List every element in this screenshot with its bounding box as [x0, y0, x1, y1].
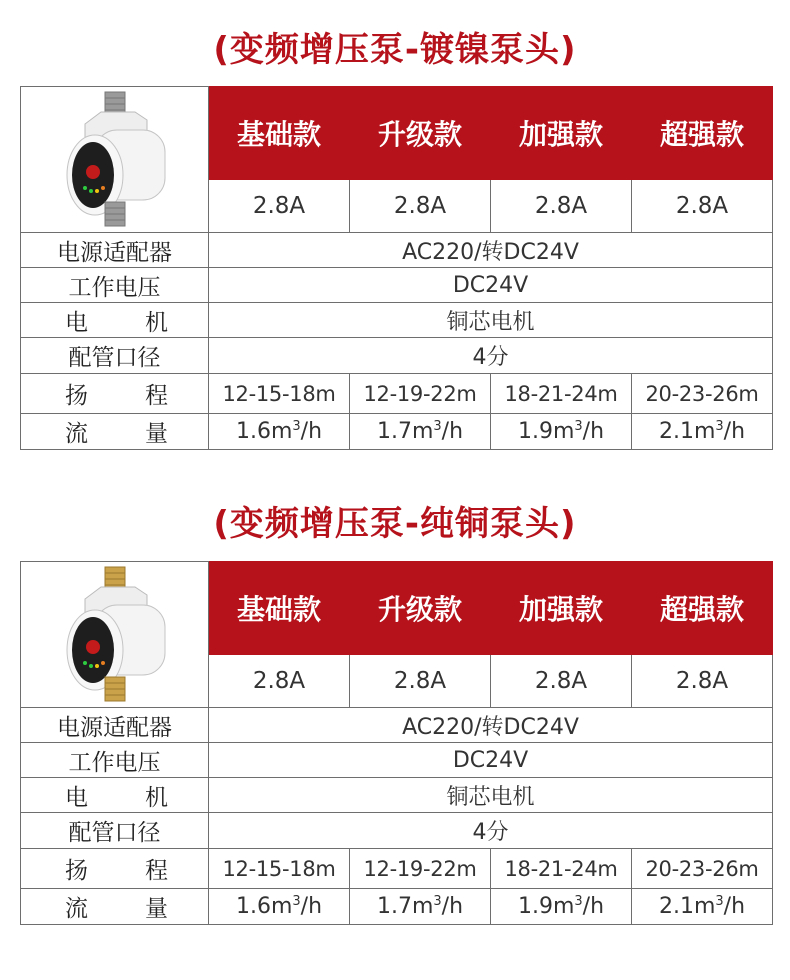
pump-image-cell	[21, 87, 209, 233]
head-value: 12-19-22m	[350, 849, 491, 889]
flow-unit: m	[693, 419, 716, 444]
flow-unit-tail: /h	[723, 419, 746, 444]
flow-unit-tail: /h	[582, 894, 605, 919]
flow-value	[491, 414, 632, 450]
flow-unit: m	[552, 419, 575, 444]
label-char: 流	[65, 896, 113, 922]
spec-table-nickel	[20, 86, 773, 450]
label-char: 流	[65, 421, 113, 447]
motor-value: 铜芯电机	[209, 778, 773, 813]
label-char: 扬	[65, 858, 113, 884]
flow-unit-tail: /h	[300, 419, 323, 444]
flow-number: 1.9	[517, 894, 553, 919]
flow-number: 1.9	[517, 419, 553, 444]
row-label-pipe: 配管口径	[21, 813, 209, 849]
flow-number: 1.6	[235, 894, 271, 919]
flow-number: 1.7	[376, 419, 412, 444]
pump-nickel-icon	[55, 90, 175, 230]
flow-value	[632, 889, 773, 925]
label-char: 机	[145, 309, 168, 336]
flow-value	[632, 414, 773, 450]
spec-table-copper	[20, 561, 773, 925]
model-header-basic: 基础款	[209, 87, 350, 180]
head-value: 18-21-24m	[491, 374, 632, 414]
model-header-enhanced: 加强款	[491, 562, 632, 655]
current-cell: 2.8A	[491, 655, 632, 708]
section-title-nickel: (变频增压泵-镀镍泵头)	[213, 30, 577, 70]
current-cell: 2.8A	[632, 180, 773, 233]
flow-unit-tail: /h	[582, 419, 605, 444]
flow-unit-tail: /h	[723, 894, 746, 919]
label-char: 程	[145, 383, 168, 409]
flow-value	[209, 414, 350, 450]
flow-unit: m	[270, 419, 293, 444]
head-value: 20-23-26m	[632, 849, 773, 889]
model-header-enhanced: 加强款	[491, 87, 632, 180]
flow-unit: m	[552, 894, 575, 919]
model-header-super: 超强款	[632, 87, 773, 180]
row-label-head	[21, 374, 209, 414]
row-label-voltage: 工作电压	[21, 268, 209, 303]
current-cell: 2.8A	[209, 180, 350, 233]
model-header-super: 超强款	[632, 562, 773, 655]
model-header-upgrade: 升级款	[350, 87, 491, 180]
flow-unit-tail: /h	[441, 419, 464, 444]
row-label-adapter: 电源适配器	[21, 233, 209, 268]
label-char: 量	[145, 421, 168, 447]
label-char: 电	[65, 784, 113, 811]
flow-unit-exp: 3	[574, 894, 583, 909]
head-value: 18-21-24m	[491, 849, 632, 889]
row-label-pipe: 配管口径	[21, 338, 209, 374]
adapter-value: AC220/转DC24V	[209, 708, 773, 743]
flow-unit: m	[693, 894, 716, 919]
flow-number: 2.1	[658, 419, 694, 444]
flow-unit-exp: 3	[574, 419, 583, 434]
label-char: 机	[145, 784, 168, 811]
voltage-value: DC24V	[209, 743, 773, 778]
flow-unit: m	[270, 894, 293, 919]
current-cell: 2.8A	[350, 180, 491, 233]
flow-unit-exp: 3	[292, 419, 301, 434]
label-char: 扬	[65, 383, 113, 409]
flow-unit: m	[411, 419, 434, 444]
flow-unit-exp: 3	[715, 894, 724, 909]
row-label-flow	[21, 889, 209, 925]
adapter-value: AC220/转DC24V	[209, 233, 773, 268]
flow-value	[350, 889, 491, 925]
current-cell: 2.8A	[491, 180, 632, 233]
head-value: 12-15-18m	[209, 849, 350, 889]
section-title-copper: (变频增压泵-纯铜泵头)	[213, 504, 577, 544]
head-value: 20-23-26m	[632, 374, 773, 414]
row-label-adapter: 电源适配器	[21, 708, 209, 743]
row-label-flow	[21, 414, 209, 450]
current-cell: 2.8A	[350, 655, 491, 708]
flow-number: 1.6	[235, 419, 271, 444]
pipe-value: 4分	[209, 338, 773, 374]
motor-value: 铜芯电机	[209, 303, 773, 338]
label-char: 量	[145, 896, 168, 922]
label-char: 电	[65, 309, 113, 336]
voltage-value: DC24V	[209, 268, 773, 303]
flow-number: 1.7	[376, 894, 412, 919]
label-char: 程	[145, 858, 168, 884]
flow-value	[209, 889, 350, 925]
flow-unit-tail: /h	[441, 894, 464, 919]
row-label-head	[21, 849, 209, 889]
pipe-value: 4分	[209, 813, 773, 849]
current-cell: 2.8A	[632, 655, 773, 708]
row-label-motor	[21, 778, 209, 813]
current-cell: 2.8A	[209, 655, 350, 708]
row-label-motor	[21, 303, 209, 338]
pump-image-cell	[21, 562, 209, 708]
flow-unit-exp: 3	[715, 419, 724, 434]
model-header-basic: 基础款	[209, 562, 350, 655]
head-value: 12-19-22m	[350, 374, 491, 414]
head-value: 12-15-18m	[209, 374, 350, 414]
model-header-upgrade: 升级款	[350, 562, 491, 655]
flow-unit: m	[411, 894, 434, 919]
flow-unit-tail: /h	[300, 894, 323, 919]
flow-unit-exp: 3	[433, 419, 442, 434]
flow-value	[350, 414, 491, 450]
flow-number: 2.1	[658, 894, 694, 919]
pump-copper-icon	[55, 565, 175, 705]
flow-value	[491, 889, 632, 925]
row-label-voltage: 工作电压	[21, 743, 209, 778]
flow-unit-exp: 3	[433, 894, 442, 909]
flow-unit-exp: 3	[292, 894, 301, 909]
